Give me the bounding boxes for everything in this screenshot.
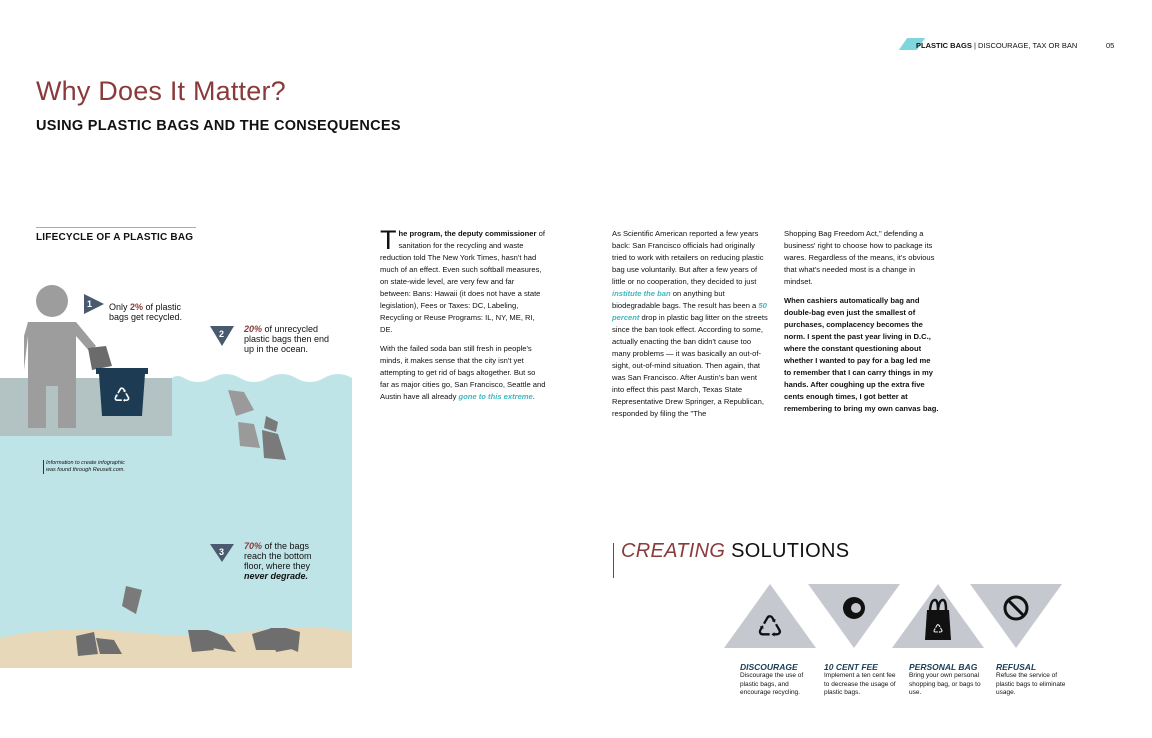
running-header xyxy=(916,41,1077,50)
lifecycle-title: LIFECYCLE OF A PLASTIC BAG xyxy=(36,232,194,243)
solution-label: PERSONAL BAG xyxy=(909,662,978,672)
page-subtitle: USING PLASTIC BAGS AND THE CONSEQUENCES xyxy=(36,118,401,134)
held-bag-icon xyxy=(88,346,112,370)
header-section: PLASTIC BAGS xyxy=(916,41,972,50)
solution-label: DISCOURAGE xyxy=(740,662,798,672)
article-column-1: The program, the deputy commissioner of sanitation for the recycling and waste reduction told The New York Times, hasn't had much of an effect. Even such softball measures, on state-wide level, are very few and far between: Bans: Hawaii (it does not have a state legislation), Fees or Taxes: DC, Labeling, Recycling or Reuse Programs: IL, NY, ME, RI, DE. With the failed soda ban still fresh in people's minds, it makes sense that the city isn't yet attempting to get rid of bags altogether. But so far as major cities go, San Francisco, Seattle and Austin have all already gone to this extreme. xyxy=(380,225,546,401)
triangle-refusal xyxy=(970,584,1062,648)
solution-label: REFUSAL xyxy=(996,662,1037,672)
solutions-rule xyxy=(613,543,614,578)
svg-text:♺: ♺ xyxy=(932,622,944,636)
solution-fee xyxy=(824,662,900,698)
solution-personal-bag xyxy=(909,662,985,698)
solutions-icons xyxy=(722,582,1066,650)
solution-discourage xyxy=(740,662,816,698)
page-number: 05 xyxy=(1106,41,1115,50)
article-column-3: Shopping Bag Freedom Act," defending a business' right to choose how to package its wares. Regardless of the means, it's obvious that what's needed most is a change in mindset. When cashiers automatically bag and double-bag even just the smallest of purchases, complacency becomes the norm. I spent the past year living in D.C., where the constant questioning about whether I wanted to pay for a bag led me to remember that I can carry things in my hands. After coughing up the extra five cents enough times, I got better at remembering to bring my own canvas bag. xyxy=(784,229,939,413)
svg-text:♺: ♺ xyxy=(113,383,131,407)
solution-desc: Discourage the use of plastic bags, and encourage recycling. xyxy=(740,672,804,696)
step-2-text: 20% of unrecycled plastic bags then end up in the ocean. xyxy=(244,324,330,354)
drop-cap: T xyxy=(380,225,397,255)
recycle-icon: ♺ xyxy=(756,610,784,645)
dock xyxy=(0,378,172,436)
step-1-text: Only 2% of plastic bags get recycled. xyxy=(109,302,183,322)
step-3-text: 70% of the bags reach the bottom floor, where they never degrade. xyxy=(244,541,312,581)
link-50-percent[interactable]: 50 percent xyxy=(612,301,767,322)
link-gone-to-this-extreme[interactable]: gone to this extreme xyxy=(458,392,533,401)
solution-refusal xyxy=(996,662,1072,698)
header-separator: | xyxy=(973,41,976,50)
coin-icon xyxy=(843,597,865,619)
solution-label: 10 CENT FEE xyxy=(824,662,878,672)
solution-desc: Refuse the service of plastic bags to eliminate usage. xyxy=(996,672,1066,696)
solution-desc: Bring your own personal shopping bag, or bags to use. xyxy=(909,672,981,696)
solution-desc: Implement a ten cent fee to decrease the usage of plastic bags. xyxy=(824,672,896,696)
page-title: Why Does It Matter? xyxy=(36,76,286,106)
step-3-number: 3 xyxy=(219,547,225,557)
info-source-note: Information to create infographic was found through Reuseit.com. xyxy=(43,460,126,474)
step-1-number: 1 xyxy=(87,299,93,309)
header-topic: DISCOURAGE, TAX OR BAN xyxy=(977,41,1078,50)
step-2-number: 2 xyxy=(219,329,225,339)
solutions-title: CREATING SOLUTIONS xyxy=(621,540,850,562)
recycling-bin-icon xyxy=(96,368,148,416)
link-institute-the-ban[interactable]: institute the ban xyxy=(612,289,671,298)
article-column-2: As Scientific American reported a few years back: San Francisco officials had originally tried to work with retailers on reducing plastic bag use voluntarily. But after a few years of little or no cooperation, they decided to just institute the ban on anything but biodegradable bags. The result has been a 50 percent drop in plastic bag litter on the streets since the ban took effect. According to some, actually enacting the ban didn't cause too many problems — it was basically an out-of-sight, out-of-mind situation. Then again, that was San Francisco. After Austin's ban went into effect this past March, Texas State Representative Drew Springer, a Republican, responded by filing the "The xyxy=(612,229,768,418)
lifecycle-rule xyxy=(36,227,196,228)
